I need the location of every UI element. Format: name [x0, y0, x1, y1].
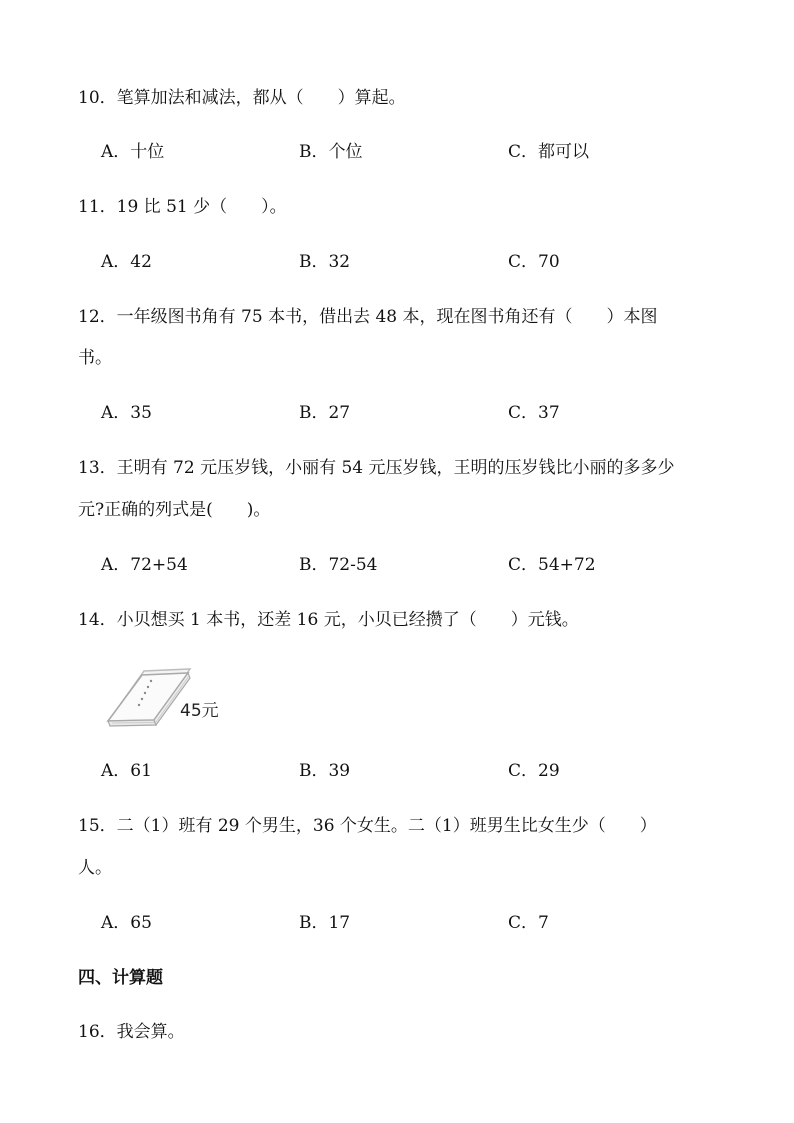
- question-13-stem-line-2: 元?正确的列式是( )。: [78, 500, 271, 520]
- question-15-option-a: A．65: [101, 913, 152, 933]
- question-13-stem-line-1: 13．王明有 72 元压岁钱，小丽有 54 元压岁钱，王明的压岁钱比小丽的多多少: [78, 458, 675, 478]
- question-14-stem: 14．小贝想买 1 本书，还差 16 元，小贝已经攒了（ ）元钱。: [78, 610, 579, 630]
- question-12-option-a: A．35: [101, 403, 152, 423]
- question-14-option-c: C．29: [508, 761, 560, 781]
- question-15-stem-line-2: 人。: [78, 858, 112, 878]
- question-12-option-c: C．37: [508, 403, 560, 423]
- question-12-stem-line-2: 书。: [78, 348, 112, 368]
- question-13-option-a: A．72+54: [101, 555, 188, 575]
- question-15-option-c: C．7: [508, 913, 549, 933]
- question-14-option-b: B．39: [299, 761, 351, 781]
- question-12-option-b: B．27: [299, 403, 351, 423]
- book-price-label: 45元: [180, 701, 219, 721]
- question-11-option-b: B．32: [299, 252, 351, 272]
- question-13-option-b: B．72-54: [299, 555, 378, 575]
- question-11-option-c: C．70: [508, 252, 560, 272]
- question-12-stem-line-1: 12．一年级图书角有 75 本书，借出去 48 本，现在图书角还有（ ）本图: [78, 307, 658, 327]
- question-10-option-b: B．个位: [299, 142, 363, 162]
- question-16-stem: 16．我会算。: [78, 1022, 185, 1042]
- question-14-option-a: A．61: [101, 761, 152, 781]
- question-15-stem-line-1: 15．二（1）班有 29 个男生，36 个女生。二（1）班男生比女生少（ ）: [78, 816, 657, 836]
- question-11-stem: 11．19 比 51 少（ ）。: [78, 197, 287, 217]
- question-11-option-a: A．42: [101, 252, 152, 272]
- question-10-option-a: A．十位: [101, 142, 165, 162]
- question-15-option-b: B．17: [299, 913, 351, 933]
- question-10-stem: 10．笔算加法和减法，都从（ ）算起。: [78, 88, 406, 108]
- question-10-option-c: C．都可以: [508, 142, 590, 162]
- section-title: 四、计算题: [78, 968, 163, 988]
- question-13-option-c: C．54+72: [508, 555, 596, 575]
